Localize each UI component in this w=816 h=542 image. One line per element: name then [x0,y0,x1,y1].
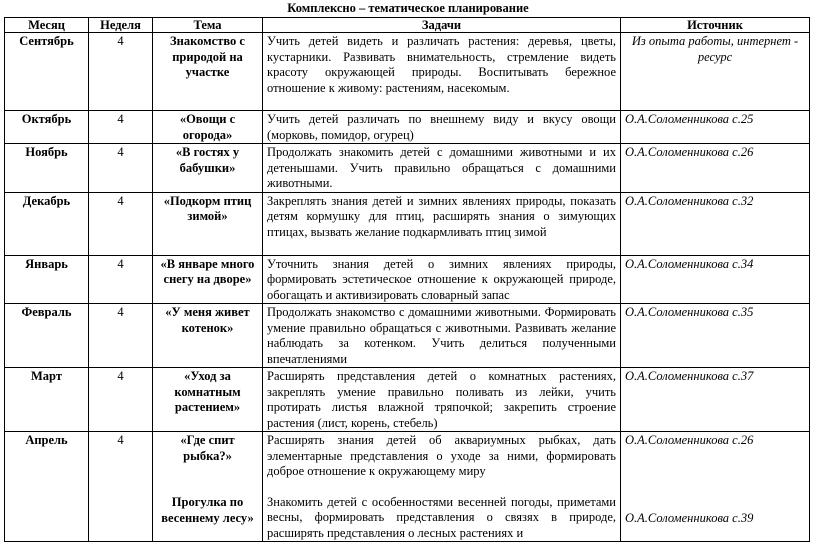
table-row [5,304,810,368]
week-cell: 4 [89,255,153,304]
month-cell: Октябрь [5,111,89,144]
topic-cell: «Подкорм птиц зимой» [153,192,263,255]
source-cell: О.А.Соломенникова с.37 [621,368,810,432]
tasks-text: Расширять знания детей об аквариумных рыбках, дать элементарные представления о уходе за ними, формировать доброе отношение к окружающему миру [267,433,616,478]
table-row [5,432,810,542]
topic-cell [153,432,263,542]
week-cell: 4 [89,33,153,111]
header-source: Источник [621,18,810,33]
source-cell: О.А.Соломенникова с.32 [621,192,810,255]
tasks-cell: Продолжать знакомить детей с домашними животными и их детенышами. Учить правильно обращаться с домашними животными. [263,144,621,193]
table-row [5,111,810,144]
table-row [5,144,810,193]
week-cell: 4 [89,304,153,368]
tasks-cell: Учить детей видеть и различать растения: деревья, цветы, кустарники. Развивать внимательность, стремление видеть красоту окружающей природы. Воспитывать бережное отношение к живому: растениям, насекомым. [263,33,621,111]
month-cell: Январь [5,255,89,304]
source-cell: Из опыта работы, интернет - ресурс [621,33,810,111]
week-cell: 4 [89,144,153,193]
table-row [5,255,810,304]
header-week: Неделя [89,18,153,33]
topic-text: «Где спит рыбка?» [180,433,235,463]
source-cell: О.А.Соломенникова с.34 [621,255,810,304]
planning-table [4,17,810,542]
month-cell: Ноябрь [5,144,89,193]
source-text: О.А.Соломенникова с.26 [625,433,754,447]
topic-cell: «У меня живет котенок» [153,304,263,368]
tasks-cell [263,432,621,542]
header-topic: Тема [153,18,263,33]
month-cell: Март [5,368,89,432]
source-cell: О.А.Соломенникова с.25 [621,111,810,144]
topic-text-second: Прогулка по весеннему лесу» [161,495,254,525]
topic-cell: «Уход за комнатным растением» [153,368,263,432]
month-cell: Февраль [5,304,89,368]
tasks-cell: Продолжать знакомство с домашними животными. Формировать умение правильно обращаться с животными. Развивать желание наблюдать за котенком. Учить делиться полученными впечатлениями [263,304,621,368]
tasks-text-second: Знакомить детей с особенностями весенней погоды, приметами весны, формировать представления о связях в природе, расширять представления о лесных растениях и [267,494,616,540]
week-cell: 4 [89,111,153,144]
source-cell: О.А.Соломенникова с.26 [621,144,810,193]
topic-cell: «Овощи с огорода» [153,111,263,144]
month-cell: Декабрь [5,192,89,255]
table-row [5,192,810,255]
header-row [5,18,810,33]
table-row [5,368,810,432]
source-text-second: О.А.Соломенникова с.39 [625,510,754,525]
header-month: Месяц [5,18,89,33]
tasks-cell: Закреплять знания детей и зимних явлениях природы, показать детям кормушку для птиц, расширять знания о зимующих птицах, вызвать желание подкармливать птиц зимой [263,192,621,255]
week-cell: 4 [89,368,153,432]
document-title: Комплексно – тематическое планирование [287,1,529,15]
tasks-cell: Расширять представления детей о комнатных растениях, закреплять умение правильно поливать из лейки, учить протирать листья влажной тряпочкой; закрепить строение растения (лист, корень, стебель) [263,368,621,432]
tasks-cell: Учить детей различать по внешнему виду и вкусу овощи (морковь, помидор, огурец) [263,111,621,144]
week-cell: 4 [89,192,153,255]
month-cell: Сентябрь [5,33,89,111]
tasks-cell: Уточнить знания детей о зимних явлениях природы, формировать эстетическое отношение к окружающей природе, обогащать и активизировать словарный запас [263,255,621,304]
topic-cell: «В гостях у бабушки» [153,144,263,193]
month-cell: Апрель [5,432,89,542]
table-row [5,33,810,111]
topic-cell: «В январе много снегу на дворе» [153,255,263,304]
source-cell [621,432,810,542]
source-cell: О.А.Соломенникова с.35 [621,304,810,368]
header-tasks: Задачи [263,18,621,33]
week-cell: 4 [89,432,153,542]
topic-cell: Знакомство с природой на участке [153,33,263,111]
